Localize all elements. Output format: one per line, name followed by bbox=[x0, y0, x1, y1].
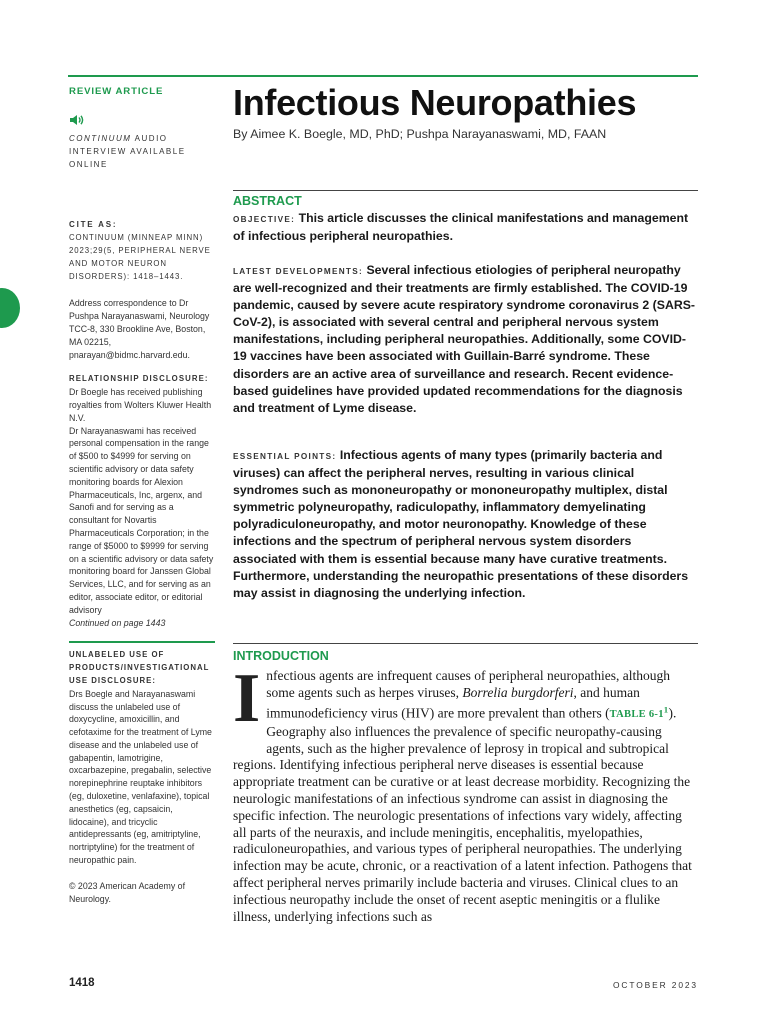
cite-text: CONTINUUM (MINNEAP MINN) 2023;29(5, PERIPHERAL NERVE AND MOTOR NEURON DISORDERS): 1418–1443. bbox=[69, 233, 211, 282]
correspondence: Address correspondence to Dr Pushpa Narayanaswami, Neurology TCC-8, 330 Brookline Ave, Boston, MA 02215, pnarayan@bidmc.harvard.edu. bbox=[69, 298, 210, 360]
copyright: © 2023 American Academy of Neurology. bbox=[69, 880, 186, 904]
introduction-body: Infectious agents are infrequent causes of peripheral neuropathies, although some agents such as herpes viruses, Borrelia burgdorferi, and human immunodeficiency virus (HIV) are more prevalent than others (TABLE $6-1^1$). Geography also influences the prevalence of specific neuropathy-causing agents, such as the higher prevalence of leprosy in tropical and subtropical regions. Identifying infectious peripheral nerve diseases is essential because appropriate treatment can be curative or at least decrease morbidity. Recognizing the neurologic manifestations of an infectious syndrome can assist in diagnosing the specific infection. The neurologic presentations of infections vary widely, affecting all parts of the neuraxis, and include meningitis, encephalitis, myelopathies, radiculoneuropathies, and various types of peripheral neuropathies. The underlying infection may be acute, chronic, or a reactivation of a latent infection. Pathogens that affect peripheral nerves primarily include bacteria and viruses. Clinical clues to an infectious neuropathy include the onset of recent aseptic meningitis or a flulike illness, underlying infections such as bbox=[233, 660, 692, 924]
continued-link[interactable]: Continued on page 1443 bbox=[69, 617, 166, 628]
unlabeled-use-label: UNLABELED USE OF PRODUCTS/INVESTIGATIONAL USE DISCLOSURE: bbox=[69, 650, 210, 685]
top-rule bbox=[68, 75, 698, 77]
article-type: REVIEW ARTICLE bbox=[69, 86, 164, 97]
essential-points-label: ESSENTIAL POINTS: bbox=[233, 452, 337, 461]
audio-interview-link[interactable]: CONTINUUM AUDIO INTERVIEW AVAILABLE ONLINE bbox=[69, 133, 186, 169]
speaker-icon[interactable] bbox=[69, 114, 85, 126]
drop-cap: I bbox=[233, 660, 261, 737]
cite-label: CITE AS: bbox=[69, 219, 118, 229]
latest-developments-label: LATEST DEVELOPMENTS: bbox=[233, 267, 364, 276]
issue-date: OCTOBER 2023 bbox=[612, 980, 698, 990]
authors: By Aimee K. Boegle, MD, PhD; Pushpa Narayanaswami, MD, FAAN bbox=[233, 127, 607, 141]
abstract-objective: OBJECTIVE: This article discusses the clinical manifestations and management of infectious peripheral neuropathies. bbox=[233, 211, 689, 244]
page-number: 1418 bbox=[69, 977, 95, 989]
table-reference-link[interactable]: TABLE $6-1^1$ bbox=[609, 704, 669, 721]
unlabeled-use-text: Drs Boegle and Narayanaswami discuss the unlabeled use of doxycycline, amoxicillin, and cefotaxime for the treatment of Lyme disease and the unlabeled use of gabapentin, lamotrigine, oxcarbazepine, pregabalin, selective norepinephrine reuptake inhibitors (eg, duloxetine, venlafaxine), topical anesthetics (eg, capsaicin, lidocaine), and tricyclic antidepressants (eg, amitriptyline, nortriptyline) for the treatment of neuropathic pain. bbox=[69, 688, 212, 866]
introduction-rule bbox=[233, 643, 698, 644]
relationship-disclosure-label: RELATIONSHIP DISCLOSURE: bbox=[69, 374, 209, 384]
abstract-heading: ABSTRACT bbox=[233, 194, 302, 208]
abstract-latest-developments: LATEST DEVELOPMENTS: Several infectious etiologies of peripheral neuropathy are well-recognized and their treatments are firmly established. The COVID-19 pandemic, caused by severe acute respiratory syndrome coronavirus 2 (SARS-CoV-2), is associated with several central and peripheral nervous system manifestations, including peripheral neuropathies. Additionally, some COVID-19 vaccines have been associated with Guillain-Barré syndrome. These disorders are an active area of surveillance and research. Recent evidence-based guidelines have provided updated recommendations for the diagnosis and treatment of Lyme disease. bbox=[233, 263, 695, 415]
abstract-essential-points: ESSENTIAL POINTS: Infectious agents of many types (primarily bacteria and viruses) can affect the peripheral nerves, resulting in various clinical syndromes such as mononeuropathy or mononeuropathy multiplex, distal symmetric polyneuropathy, radiculopathy, inflammatory demyelinating polyradiculoneuropathy, and motor neuronopathy. Knowledge of these infections and the spectrum of peripheral nervous system disorders associated with them is essential because many have curative treatments. Furthermore, understanding the neuropathic presentations of these disorders may assist in diagnosing the underlying infection. bbox=[233, 448, 689, 600]
section-tab-marker bbox=[0, 288, 20, 328]
relationship-disclosure: Dr Boegle has received publishing royalties from Wolters Kluwer Health N.V. Dr Narayanaswami has received personal compensation in the range of $500 to $4999 for serving on scientific advisory or data safety monitoring boards for Alexion Pharmaceuticals, Inc, argenx, and Sanofi and for serving as a consultant for Novartis Pharmaceuticals Corporation; in the range of $5000 to $9999 for serving on a scientific advisory or data safety monitoring board for Janssen Global Services, LLC, and for serving as an editor, associate editor, or editorial advisory Continued on page 1443 bbox=[69, 387, 214, 628]
article-title: Infectious Neuropathies bbox=[233, 82, 637, 123]
objective-label: OBJECTIVE: bbox=[233, 215, 296, 224]
sidebar bbox=[69, 86, 215, 905]
sidebar-divider bbox=[69, 641, 215, 643]
introduction-heading: INTRODUCTION bbox=[233, 649, 329, 663]
abstract-rule bbox=[233, 190, 698, 191]
